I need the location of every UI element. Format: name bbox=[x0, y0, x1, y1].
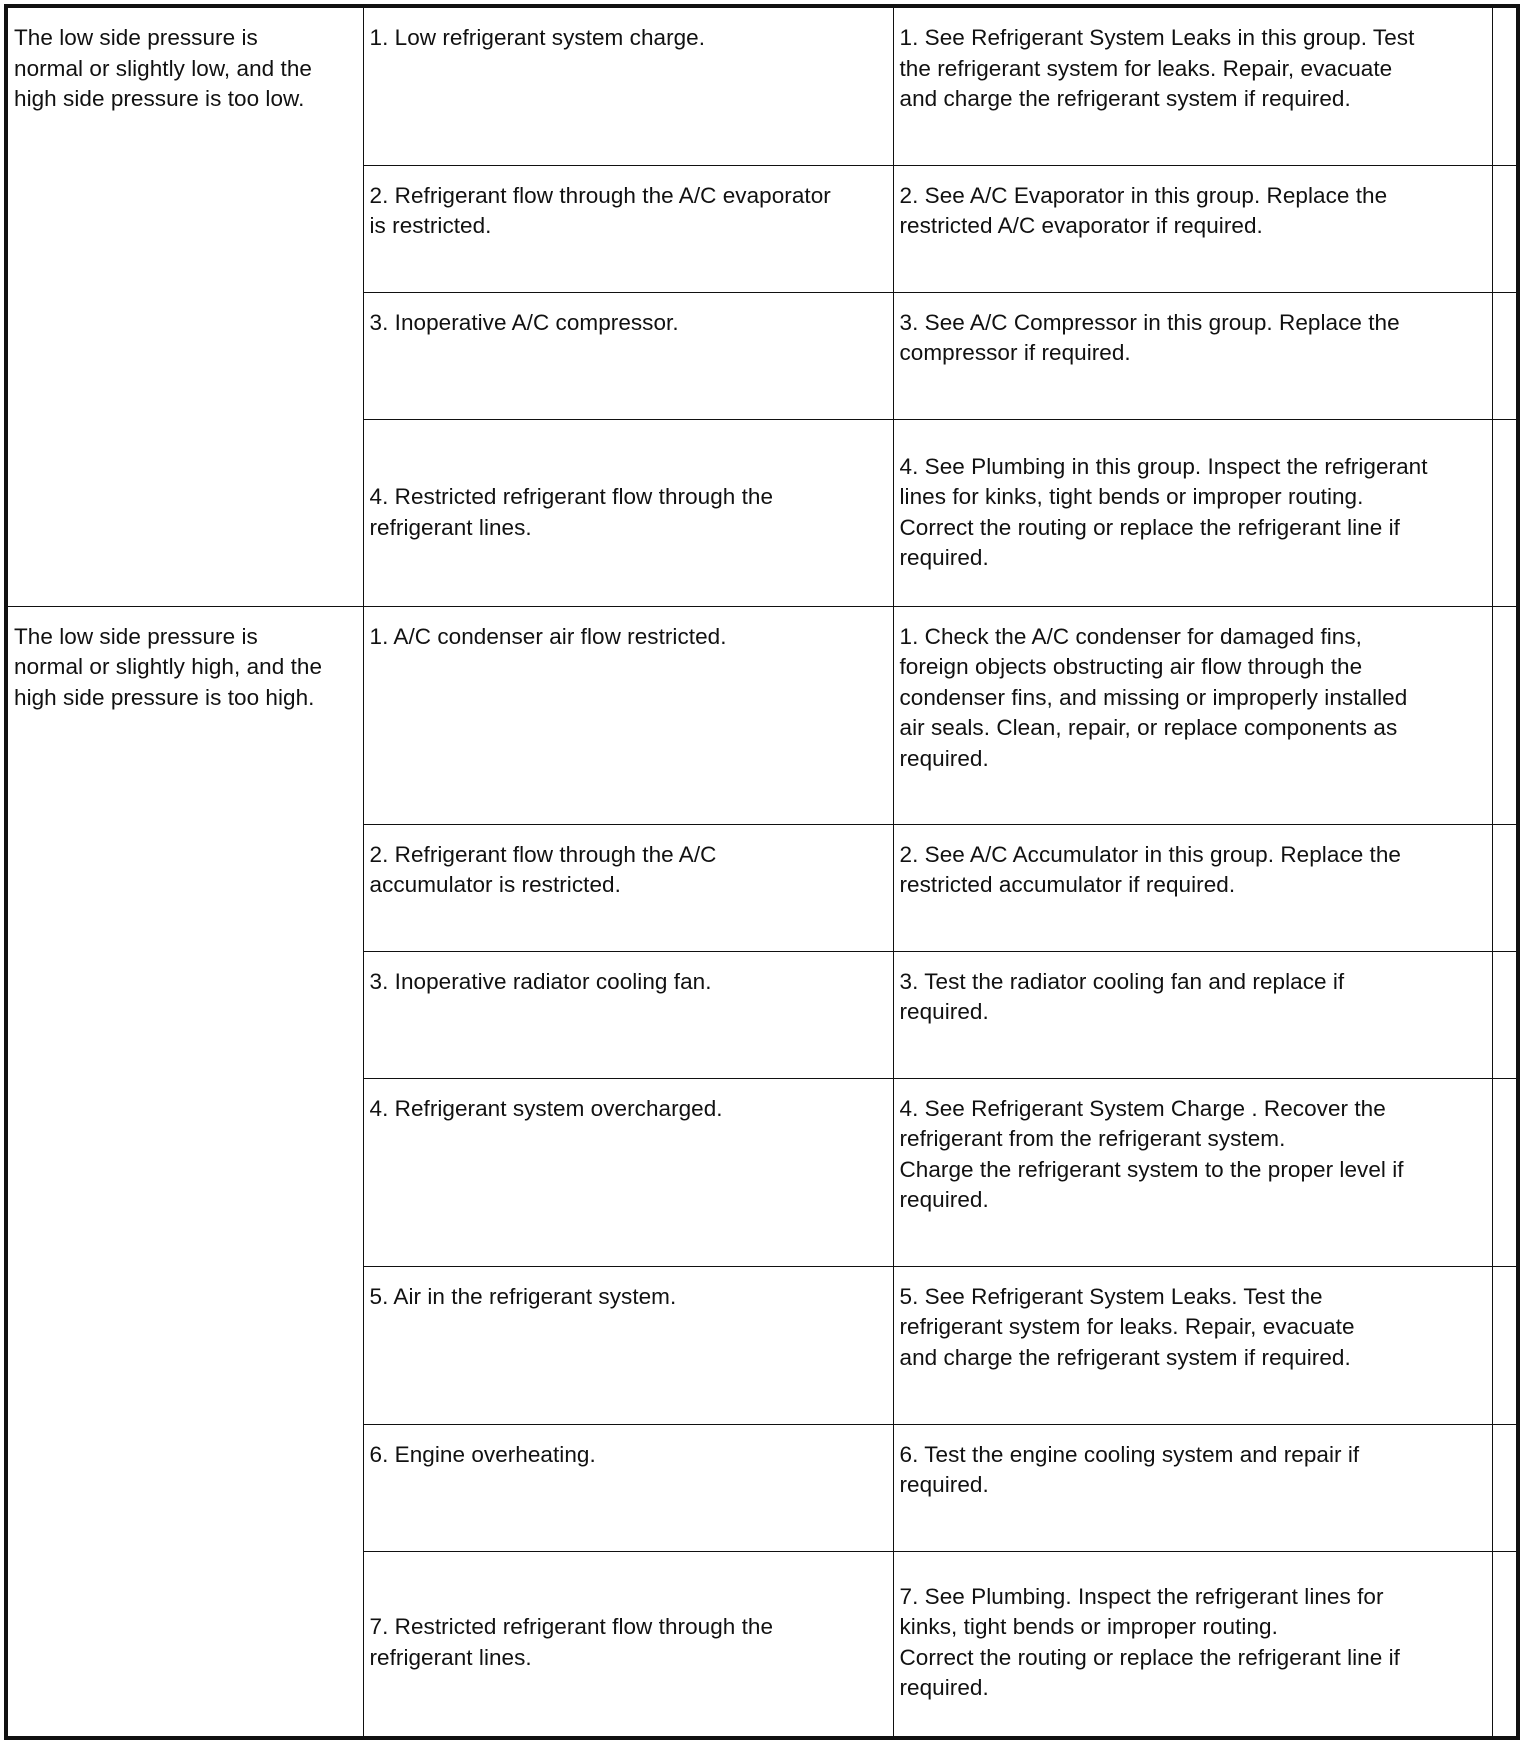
cause-cell: 4. Restricted refrigerant flow through the refrigerant lines. bbox=[363, 419, 893, 606]
diagnosis-table-frame bbox=[4, 4, 1516, 1740]
blank-cell bbox=[1492, 165, 1518, 292]
correction-cell: 1. Check the A/C condenser for damaged fins, foreign objects obstructing air flow through the condenser fins, and missing or improperly installed air seals. Clean, repair, or replace components as required. bbox=[893, 606, 1492, 824]
blank-cell bbox=[1492, 6, 1518, 165]
condition-cell: The low side pressure is normal or slightly low, and the high side pressure is too low. bbox=[6, 6, 363, 606]
blank-cell bbox=[1492, 1424, 1518, 1551]
blank-cell bbox=[1492, 1266, 1518, 1424]
blank-cell bbox=[1492, 292, 1518, 419]
cause-cell: 2. Refrigerant flow through the A/C accumulator is restricted. bbox=[363, 824, 893, 951]
correction-cell: 5. See Refrigerant System Leaks. Test the refrigerant system for leaks. Repair, evacuate and charge the refrigerant system if required. bbox=[893, 1266, 1492, 1424]
correction-cell: 4. See Refrigerant System Charge . Recover the refrigerant from the refrigerant system. Charge the refrigerant system to the proper level if required. bbox=[893, 1078, 1492, 1266]
cause-cell: 3. Inoperative radiator cooling fan. bbox=[363, 951, 893, 1078]
correction-cell: 2. See A/C Accumulator in this group. Replace the restricted accumulator if required. bbox=[893, 824, 1492, 951]
blank-cell bbox=[1492, 951, 1518, 1078]
correction-cell: 2. See A/C Evaporator in this group. Replace the restricted A/C evaporator if required. bbox=[893, 165, 1492, 292]
correction-cell: 7. See Plumbing. Inspect the refrigerant lines for kinks, tight bends or improper routing. Correct the routing or replace the refrigerant line if required. bbox=[893, 1551, 1492, 1738]
cause-cell: 1. Low refrigerant system charge. bbox=[363, 6, 893, 165]
cause-cell: 3. Inoperative A/C compressor. bbox=[363, 292, 893, 419]
blank-cell bbox=[1492, 419, 1518, 606]
correction-cell: 1. See Refrigerant System Leaks in this group. Test the refrigerant system for leaks. Repair, evacuate and charge the refrigerant system if required. bbox=[893, 6, 1492, 165]
table-row bbox=[6, 6, 1518, 165]
diagnosis-table bbox=[4, 4, 1520, 1740]
cause-cell: 4. Refrigerant system overcharged. bbox=[363, 1078, 893, 1266]
cause-cell: 6. Engine overheating. bbox=[363, 1424, 893, 1551]
cause-cell: 2. Refrigerant flow through the A/C evaporator is restricted. bbox=[363, 165, 893, 292]
condition-cell: The low side pressure is normal or slightly high, and the high side pressure is too high. bbox=[6, 606, 363, 1738]
blank-cell bbox=[1492, 1078, 1518, 1266]
blank-cell bbox=[1492, 606, 1518, 824]
cause-cell: 5. Air in the refrigerant system. bbox=[363, 1266, 893, 1424]
correction-cell: 3. Test the radiator cooling fan and replace if required. bbox=[893, 951, 1492, 1078]
blank-cell bbox=[1492, 1551, 1518, 1738]
cause-cell: 7. Restricted refrigerant flow through the refrigerant lines. bbox=[363, 1551, 893, 1738]
table-row bbox=[6, 606, 1518, 824]
correction-cell: 6. Test the engine cooling system and repair if required. bbox=[893, 1424, 1492, 1551]
blank-cell bbox=[1492, 824, 1518, 951]
correction-cell: 3. See A/C Compressor in this group. Replace the compressor if required. bbox=[893, 292, 1492, 419]
cause-cell: 1. A/C condenser air flow restricted. bbox=[363, 606, 893, 824]
correction-cell: 4. See Plumbing in this group. Inspect the refrigerant lines for kinks, tight bends or improper routing. Correct the routing or replace the refrigerant line if required. bbox=[893, 419, 1492, 606]
